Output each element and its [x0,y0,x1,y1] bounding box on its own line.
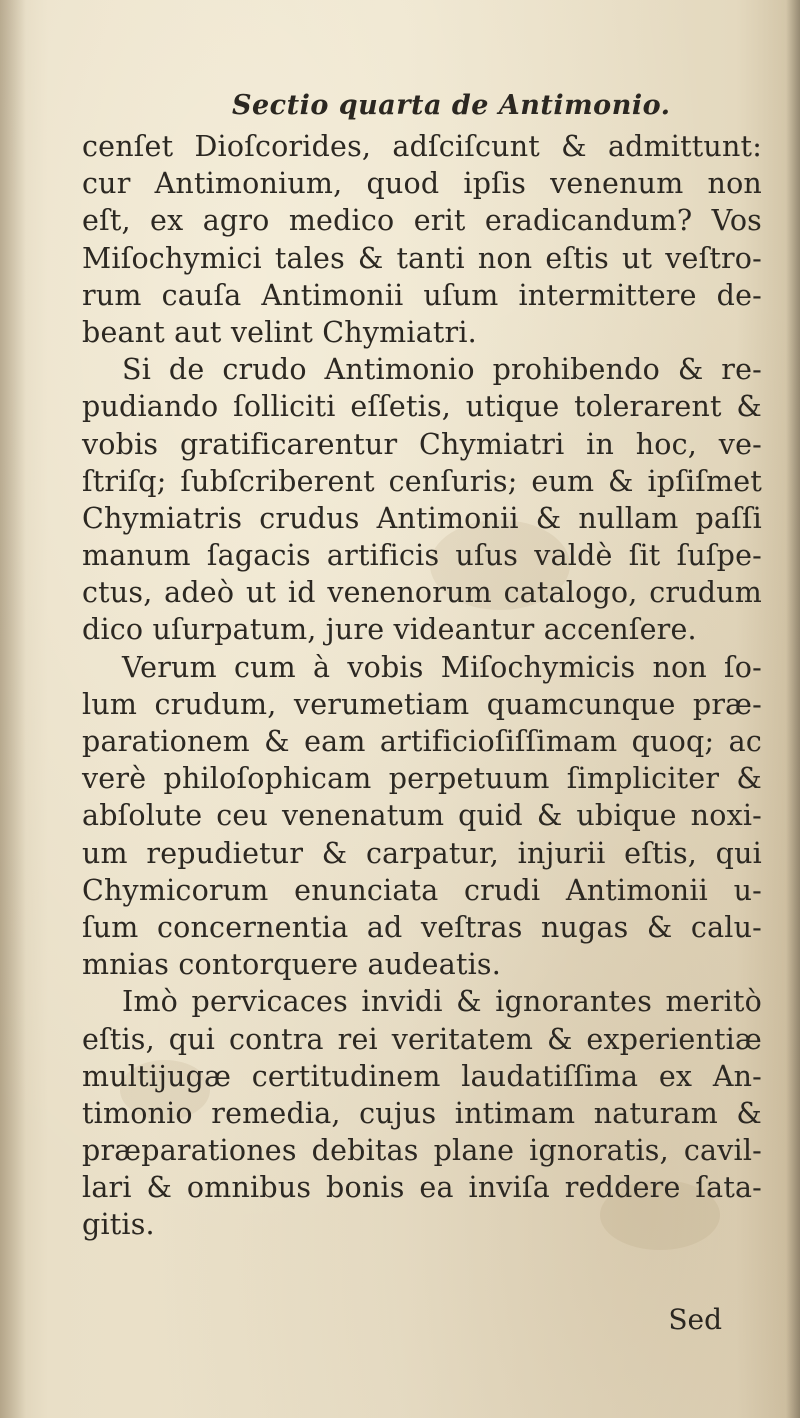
spine-shadow [0,0,26,1418]
text-line: rum cauſa Antimonii uſum intermittere de- [82,278,762,312]
text-line: vobis gratificarentur Chymiatri in hoc, ve- [82,427,762,461]
text-line: eſtis, qui contra rei veritatem & experientiæ [82,1022,762,1056]
text-line: Imò pervicaces invidi & ignorantes meritò [122,985,762,1019]
text-line: pudiando ſolliciti eſſetis, utique tolerarent & [82,390,762,424]
text-line: Chymiatris crudus Antimonii & nullam paſſi [82,501,762,535]
text-line: Verum cum à vobis Miſochymicis non ſo- [122,650,762,684]
text-line: mnias contorquere audeatis. [82,948,501,982]
text-line: beant aut velint Chymiatri. [82,315,477,349]
text-line: timonio remedia, cujus intimam naturam & [82,1096,762,1130]
text-line: manum ſagacis artificis uſus valdè ſit ſuſpe- [82,539,762,573]
page-edge-shadow [786,0,800,1418]
text-line: ſum concernentia ad veſtras nugas & calu- [82,910,762,944]
running-head: Sectio quarta de Antimonio. [232,90,671,121]
text-line: lari & omnibus bonis ea inviſa reddere ſata- [82,1171,762,1205]
text-line: ctus, adeò ut id venenorum catalogo, crudum [82,576,762,610]
text-line: um repudietur & carpatur, injurii eſtis, qui [82,836,762,870]
text-line: præparationes debitas plane ignoratis, cavil- [82,1134,762,1168]
text-line: Miſochymici tales & tanti non eſtis ut veſtro- [82,241,762,275]
text-line: parationem & eam artificioſiſſimam quoq; ac [82,725,762,758]
text-line: dico uſurpatum, jure videantur accenſere. [82,613,697,647]
text-line: Chymicorum enunciata crudi Antimonii u- [82,873,762,907]
text-line: eſt, ex agro medico erit eradicandum? Vos [82,204,762,238]
text-line: Si de crudo Antimonio prohibendo & re- [122,353,762,387]
text-line: multijugæ certitudinem laudatiſſima ex An- [82,1059,762,1093]
text-line: abſolute ceu venenatum quid & ubique noxi- [82,799,762,833]
text-line: cenſet Dioſcorides, adſciſcunt & admittunt: [82,130,762,163]
text-line: gitis. [82,1208,155,1242]
catchword: Sed [668,1303,722,1336]
text-line: ſtriſq; ſubſcriberent cenſuris; eum & ipſiſmet [82,464,762,498]
text-line: verè philoſophicam perpetuum ſimpliciter & [82,762,762,796]
text-line: cur Antimonium, quod ipſis venenum non [82,167,762,201]
body-text [82,128,762,1244]
text-line: lum crudum, verumetiam quamcunque præ- [82,687,762,721]
